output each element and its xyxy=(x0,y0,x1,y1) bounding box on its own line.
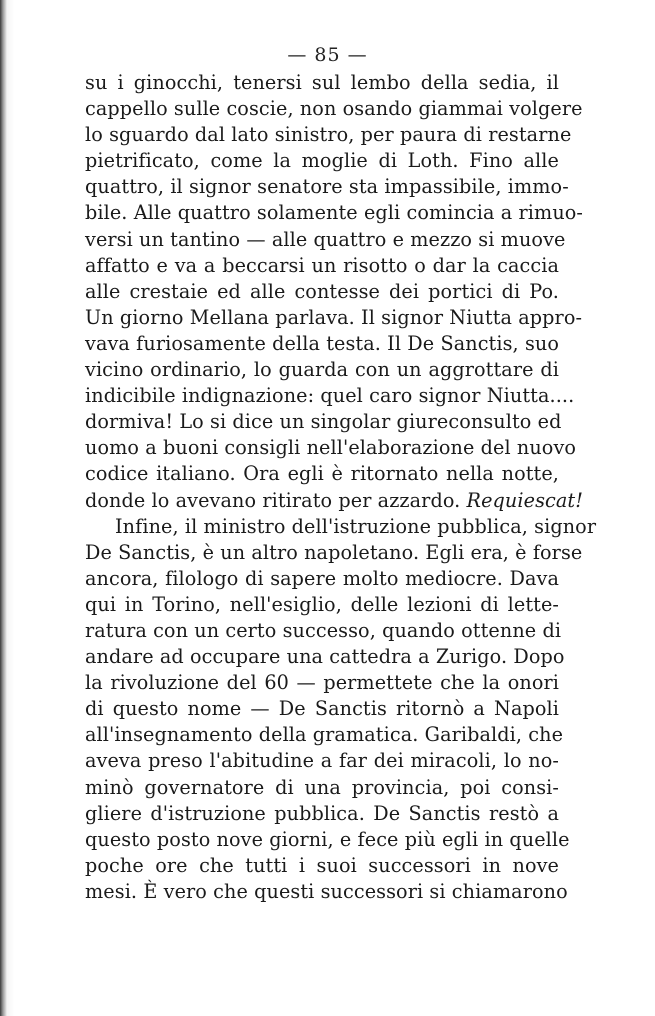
text-line: alle crestaie ed alle contesse dei portici di Po. xyxy=(85,279,559,303)
text-line: andare ad occupare una cattedra a Zurigo. Dopo xyxy=(85,645,565,669)
text-line: qui in Torino, nell'esiglio, delle lezioni di lette- xyxy=(85,592,559,616)
text-line: bile. Alle quattro solamente egli comincia a rimuo- xyxy=(85,201,584,225)
text-line: minò governatore di una provincia, poi consi- xyxy=(85,775,559,799)
text-line: Un giorno Mellana parlava. Il signor Niutta appro- xyxy=(85,305,583,329)
text-line: di questo nome — De Sanctis ritornò a Napoli xyxy=(85,697,559,721)
text-line: gliere d'istruzione pubblica. De Sanctis restò a xyxy=(85,801,559,825)
italic-phrase: Requiescat! xyxy=(466,488,584,512)
text-line: la rivoluzione del 60 — permettete che la onori xyxy=(85,671,559,695)
text-line-start: donde lo avevano ritirato per azzardo. xyxy=(85,488,461,512)
page-number: — 85 — xyxy=(287,44,368,66)
text-line: pietrificato, come la moglie di Loth. Fino alle xyxy=(85,149,559,173)
text-line: questo posto nove giorni, e fece più egli in quelle xyxy=(85,827,570,851)
text-line: ratura con un certo successo, quando ottenne di xyxy=(85,618,562,642)
text-line: vicino ordinario, lo guarda con un aggrottare di xyxy=(85,358,559,382)
text-line: vava furiosamente della testa. Il De Sanctis, suo xyxy=(85,331,559,355)
text-line: De Sanctis, è un altro napoletano. Egli era, è forse xyxy=(85,540,583,564)
text-line: cappello sulle coscie, non osando giammai volgere xyxy=(85,97,583,121)
text-line: lo sguardo dal lato sinistro, per paura di restarne xyxy=(85,123,572,147)
text-line: mesi. È vero che questi successori si chiamarono xyxy=(85,879,568,903)
text-line: quattro, il signor senatore sta impassibile, immo- xyxy=(85,175,569,199)
text-line: dormiva! Lo si dice un singolar giureconsulto ed xyxy=(85,410,562,434)
text-line: uomo a buoni consigli nell'elaborazione del nuovo xyxy=(85,436,577,460)
text-line: ancora, filologo di sapere molto mediocre. Dava xyxy=(85,566,559,590)
paragraph-start-line: Infine, il ministro dell'istruzione pubblica, signor xyxy=(115,514,597,538)
text-line-with-italic xyxy=(85,488,584,514)
text-line: codice italiano. Ora egli è ritornato nella notte, xyxy=(85,462,559,486)
text-line: all'insegnamento della gramatica. Garibaldi, che xyxy=(85,723,564,747)
body-text xyxy=(85,70,597,905)
text-line: affatto e va a beccarsi un risotto o dar la caccia xyxy=(85,253,559,277)
text-line: su i ginocchi, tenersi sul lembo della sedia, il xyxy=(85,71,559,94)
text-line: aveva preso l'abitudine a far dei miracoli, lo no- xyxy=(85,749,559,773)
text-line: poche ore che tutti i suoi successori in nove xyxy=(85,853,559,877)
text-line: versi un tantino — alle quattro e mezzo si muove xyxy=(85,227,566,251)
text-line: indicibile indignazione: quel caro signor Niutta.... xyxy=(85,384,575,408)
